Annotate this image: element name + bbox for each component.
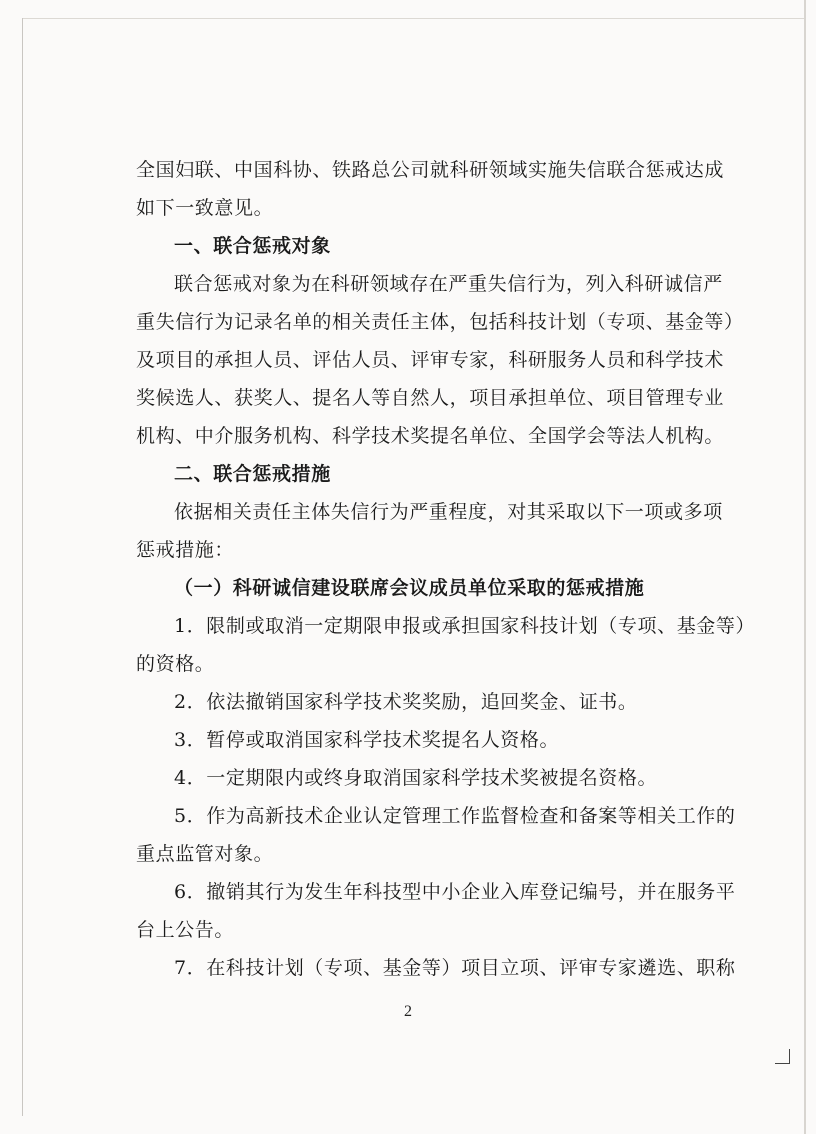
scan-left-edge: [22, 18, 23, 1116]
paragraph-line: 奖候选人、获奖人、提名人等自然人，项目承担单位、项目管理专业: [136, 387, 725, 409]
document-body: [136, 158, 756, 981]
scan-top-edge: [22, 18, 804, 19]
list-item-continuation: 的资格。: [136, 653, 215, 675]
list-item-continuation: 台上公告。: [136, 919, 235, 941]
list-item: 1．限制或取消一定期限申报或承担国家科技计划（专项、基金等）: [174, 615, 756, 637]
list-item: 5．作为高新技术企业认定管理工作监督检查和备案等相关工作的: [174, 805, 736, 827]
list-item: 2．依法撤销国家科学技术奖奖励，追回奖金、证书。: [174, 691, 638, 713]
paragraph-line: 全国妇联、中国科协、铁路总公司就科研领域实施失信联合惩戒达成: [136, 159, 725, 181]
list-item: 6．撤销其行为发生年科技型中小企业入库登记编号，并在服务平: [174, 881, 736, 903]
paragraph-line: 联合惩戒对象为在科研领域存在严重失信行为，列入科研诚信严: [174, 273, 723, 295]
page-number: 2: [404, 1003, 412, 1020]
section-heading-measures: 二、联合惩戒措施: [174, 463, 331, 485]
list-item: 3．暂停或取消国家科学技术奖提名人资格。: [174, 729, 560, 751]
list-item: 4．一定期限内或终身取消国家科学技术奖被提名资格。: [174, 767, 658, 789]
crop-mark: [775, 1049, 790, 1064]
subsection-heading: （一）科研诚信建设联席会议成员单位采取的惩戒措施: [174, 577, 645, 599]
paragraph-line: 及项目的承担人员、评估人员、评审专家，科研服务人员和科学技术: [136, 349, 725, 371]
paragraph-line: 惩戒措施：: [136, 539, 235, 561]
list-item-continuation: 重点监管对象。: [136, 843, 274, 865]
paragraph-line: 如下一致意见。: [136, 197, 274, 219]
paragraph-line: 重失信行为记录名单的相关责任主体，包括科技计划（专项、基金等）: [136, 311, 744, 333]
scan-right-edge: [804, 0, 806, 1134]
section-heading-targets: 一、联合惩戒对象: [174, 235, 331, 257]
paragraph-line: 机构、中介服务机构、科学技术奖提名单位、全国学会等法人机构。: [136, 425, 725, 447]
paragraph-line: 依据相关责任主体失信行为严重程度，对其采取以下一项或多项: [174, 501, 723, 523]
list-item: 7．在科技计划（专项、基金等）项目立项、评审专家遴选、职称: [174, 957, 736, 979]
